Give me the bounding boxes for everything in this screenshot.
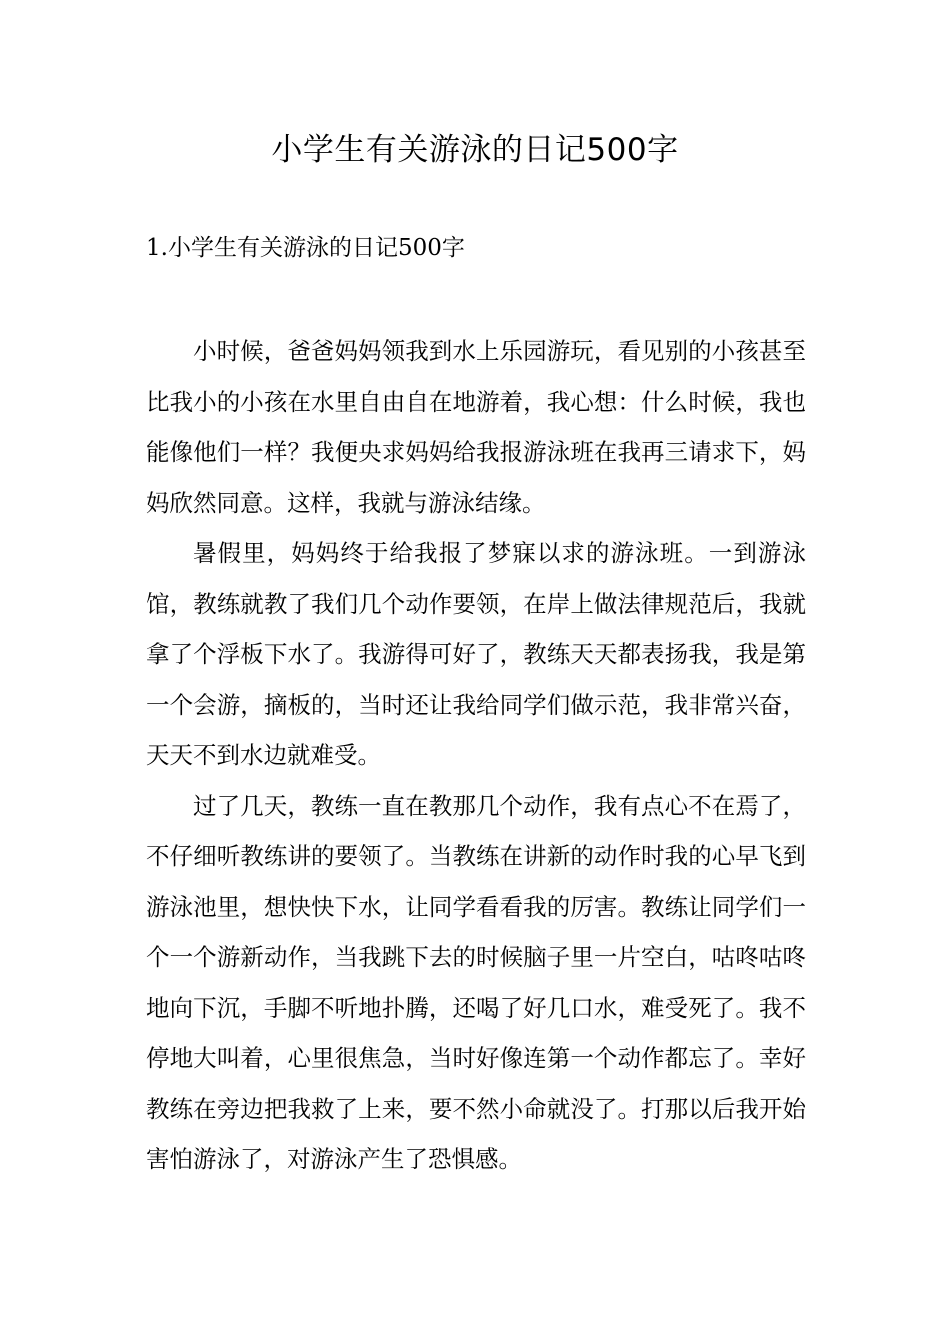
paragraph-3: 过了几天，教练一直在教那几个动作，我有点心不在焉了，不仔细听教练讲的要领了。当教练在讲新的动作时我的心早飞到游泳池里，想快快下水，让同学看看我的厉害。教练让同学们一个一个游新动作，当我跳下去的时候脑子里一片空白，咕咚咕咚地向下沉，手脚不听地扑腾，还喝了好几口水，难受死了。我不停地大叫着，心里很焦急，当时好像连第一个动作都忘了。幸好教练在旁边把我救了上来，要不然小命就没了。打那以后我开始害怕游泳了，对游泳产生了恐惧感。	[146, 791, 806, 1173]
section-heading: 1.小学生有关游泳的日记500字	[146, 235, 465, 261]
paragraph-2: 暑假里，妈妈终于给我报了梦寐以求的游泳班。一到游泳馆，教练就教了我们几个动作要领，在岸上做法律规范后，我就拿了个浮板下水了。我游得可好了，教练天天都表扬我，我是第一个会游，摘板的，当时还让我给同学们做示范，我非常兴奋，天天不到水边就难受。	[146, 539, 806, 769]
paragraph-1: 小时候，爸爸妈妈领我到水上乐园游玩，看见别的小孩甚至比我小的小孩在水里自由自在地游着，我心想：什么时候，我也能像他们一样？我便央求妈妈给我报游泳班在我再三请求下，妈妈欣然同意。这样，我就与游泳结缘。	[146, 337, 806, 517]
document-body	[146, 326, 806, 1185]
document-title: 小学生有关游泳的日记500字	[271, 132, 679, 168]
